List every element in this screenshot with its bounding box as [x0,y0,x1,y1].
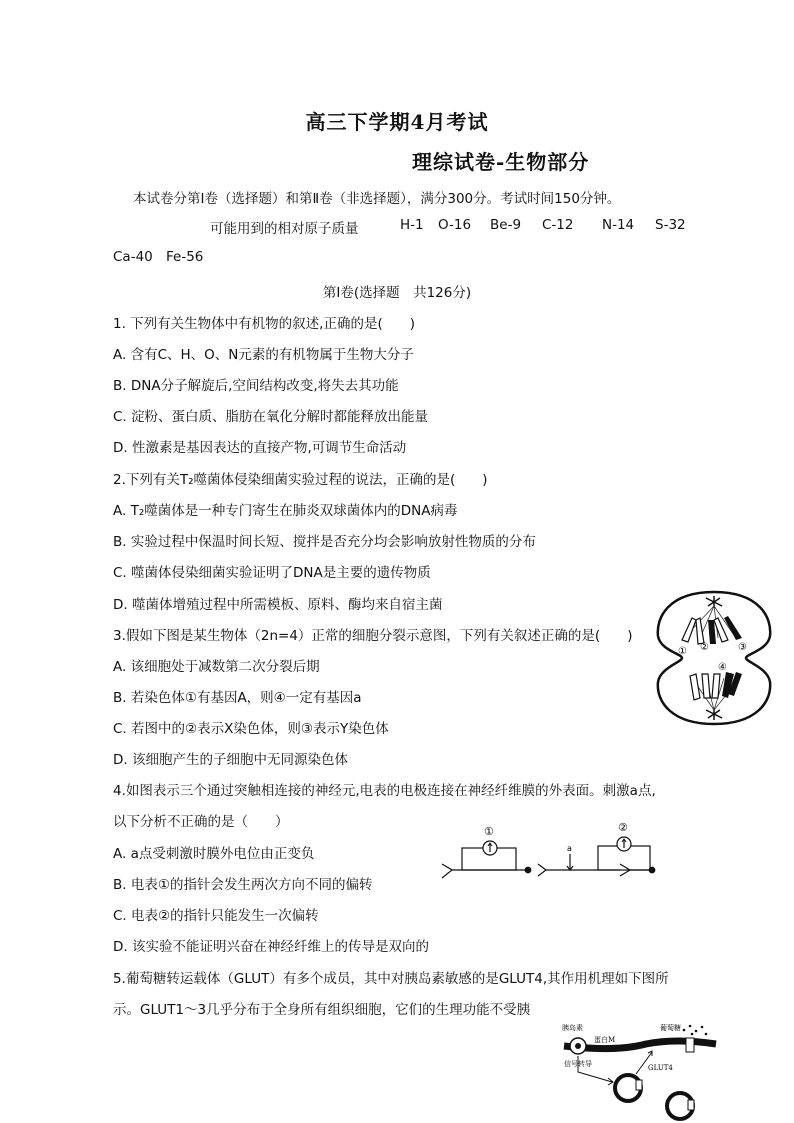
question-4-option-b: B. 电表①的指针会发生两次方向不同的偏转 [113,877,373,893]
question-4-option-c: C. 电表②的指针只能发生一次偏转 [113,908,319,924]
question-1-option-b: B. DNA分子解旋后,空间结构改变,将失去其功能 [113,378,399,394]
element-fe: Fe-56 [166,249,204,265]
element-n: N-14 [602,217,635,233]
question-4-option-d: D. 该实验不能证明兴奋在神经纤维上的传导是双向的 [113,939,429,955]
question-2-stem: 2.下列有关T₂噬菌体侵染细菌实验过程的说法，正确的是( ) [113,472,488,488]
question-4-stem-line2: 以下分析不正确的是（ ） [113,814,289,830]
meter-1-label: ① [484,825,494,838]
label-3: ③ [738,642,747,653]
glucose-label: 葡萄糖 [660,1024,681,1032]
glut4-figure [556,1022,726,1122]
signal-label: 信号转导 [564,1060,592,1068]
question-5-stem-line1: 5.葡萄糖转运载体（GLUT）有多个成员，其中对胰岛素敏感的是GLUT4,其作用机理如下图所 [113,971,669,987]
cell-division-figure [648,588,780,728]
question-1-stem: 1. 下列有关生物体中有机物的叙述,正确的是( ) [113,316,415,332]
question-3-stem: 3.假如下图是某生物体（2n=4）正常的细胞分裂示意图，下列有关叙述正确的是( ) [113,628,633,644]
section-title: 第Ⅰ卷(选择题 共126分) [322,285,472,301]
question-3-option-b: B. 若染色体①有基因A，则④一定有基因a [113,690,362,706]
protein-m-label: 蛋白M [594,1036,616,1044]
atomic-mass-label: 可能用到的相对原子质量 [210,221,359,237]
question-4-option-a: A. a点受刺激时膜外电位由正变负 [113,846,315,862]
page-title: 高三下学期4月考试 [305,110,489,134]
element-o: O-16 [438,217,472,233]
cell-membrane [658,592,770,724]
question-1-option-c: C. 淀粉、蛋白质、脂肪在氧化分解时都能释放出能量 [113,409,429,425]
glut4-label: GLUT4 [648,1064,673,1072]
question-3-option-a: A. 该细胞处于减数第二次分裂后期 [113,659,320,675]
question-2-option-c: C. 噬菌体侵染细菌实验证明了DNA是主要的遗传物质 [113,565,431,581]
question-5-stem-line2: 示。GLUT1～3几乎分布于全身所有组织细胞，它们的生理功能不受胰 [113,1002,531,1018]
question-4-stem-line1: 4.如图表示三个通过突触相连接的神经元,电表的电极连接在神经纤维膜的外表面。刺激a点, [113,783,656,799]
point-a-label: a [567,844,572,853]
page-subtitle: 理综试卷-生物部分 [412,150,590,174]
question-2-option-d: D. 噬菌体增殖过程中所需模板、原料、酶均来自宿主菌 [113,597,443,613]
question-2-option-b: B. 实验过程中保温时间长短、搅拌是否充分均会影响放射性物质的分布 [113,534,536,550]
exam-intro: 本试卷分第Ⅰ卷（选择题）和第Ⅱ卷（非选择题），满分300分。考试时间150分钟。 [133,191,621,207]
insulin-label: 胰岛素 [562,1024,583,1032]
question-1-option-d: D. 性激素是基因表达的直接产物,可调节生命活动 [113,440,407,456]
meter-2-label: ② [618,821,628,834]
label-4: ④ [718,662,727,673]
question-1-option-a: A. 含有C、H、O、N元素的有机物属于生物大分子 [113,347,414,363]
label-2: ② [700,642,709,653]
question-3-option-d: D. 该细胞产生的子细胞中无同源染色体 [113,752,348,768]
label-1: ① [678,646,687,657]
question-2-option-a: A. T₂噬菌体是一种专门寄生在肺炎双球菌体内的DNA病毒 [113,503,458,519]
element-h: H-1 [400,217,424,233]
neuron-meter-figure [438,820,688,888]
element-s: S-32 [655,217,686,233]
element-c: C-12 [542,217,574,233]
element-ca: Ca-40 [113,249,153,265]
element-be: Be-9 [490,217,522,233]
question-3-option-c: C. 若图中的②表示X染色体，则③表示Y染色体 [113,721,389,737]
